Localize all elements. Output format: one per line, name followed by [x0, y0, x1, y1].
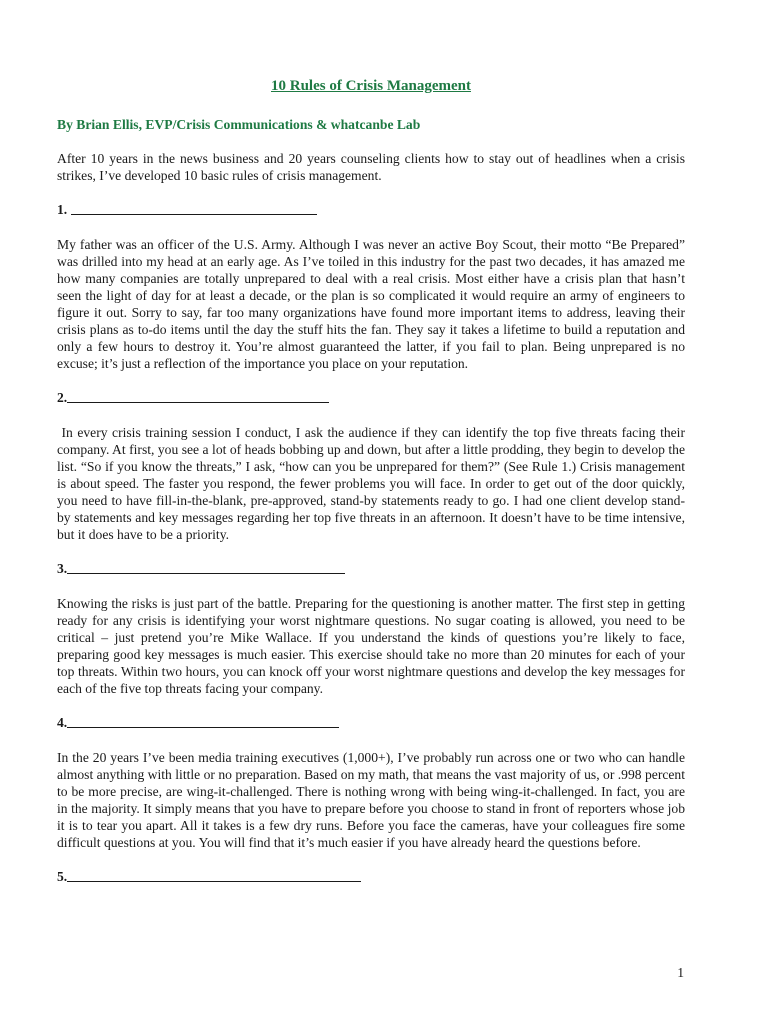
rule-section-5	[57, 868, 685, 886]
rule-number: 3.	[57, 561, 68, 576]
rule-number: 2.	[57, 390, 68, 405]
rule-heading-5	[57, 868, 685, 886]
intro-paragraph: After 10 years in the news business and 20 years counseling clients how to stay out of headlines when a crisis strikes, I’ve developed 10 basic rules of crisis management.	[57, 151, 685, 183]
rule-title-blank-line	[67, 880, 361, 882]
rule-paragraph-2: In every crisis training session I conduct, I ask the audience if they can identify the top five threats facing their company. At first, you see a lot of heads bobbing up and down, but after a little prodding, they begin to develop the list. “So if you know the threats,” I ask, “how can you be unprepared for them?” (See Rule 1.) Crisis management is about speed. The faster you respond, the fewer problems you will face. In order to get out of the door quickly, you need to have fill-in-the-blank, pre-approved, stand-by statements ready to go. I had one client develop stand-by statements and key messages regarding her top five threats in an afternoon. It doesn’t have to be time intensive, but it does have to be a priority.	[57, 425, 689, 542]
rule-number: 1.	[57, 202, 68, 217]
document-title: 10 Rules of Crisis Management	[271, 78, 471, 94]
rule-section-1	[57, 201, 685, 372]
rule-number: 4.	[57, 715, 68, 730]
author-byline: By Brian Ellis, EVP/Crisis Communications & whatcanbe Lab	[57, 117, 421, 132]
rule-title-blank-line	[67, 726, 339, 728]
rule-section-4	[57, 714, 685, 851]
rule-heading-2	[57, 389, 685, 407]
rule-heading-1	[57, 201, 685, 219]
rule-paragraph-4: In the 20 years I’ve been media training executives (1,000+), I’ve probably run across one or two who can handle almost anything with little or no preparation. Based on my math, that means the vast majority of us, or .998 percent to be more precise, are wing-it-challenged. There is nothing wrong with being wing-it-challenged. In fact, you are in the majority. It simply means that you have to prepare before you choose to stand in front of reporters whose job it is to tear you apart. All it takes is a few dry runs. Before you face the cameras, have your colleagues fire some difficult questions at you. You will find that it’s much easier if you have already heard the questions before.	[57, 750, 685, 850]
rule-section-2	[57, 389, 689, 543]
document-page	[57, 76, 689, 903]
rule-section-3	[57, 560, 685, 697]
rule-heading-3	[57, 560, 685, 578]
rule-title-blank-line	[67, 401, 329, 403]
rule-paragraph-3: Knowing the risks is just part of the battle. Preparing for the questioning is another matter. The first step in getting ready for any crisis is identifying your worst nightmare questions. No sugar coating is allowed, you need to be critical – just pretend you’re Mike Wallace. If you understand the kinds of questions you’re likely to face, preparing good key messages is much easier. This exercise should take no more than 20 minutes for each of your top threats. Within two hours, you can knock off your worst nightmare questions and develop the key messages for each of the five top threats facing your company.	[57, 596, 685, 696]
page-number: 1	[677, 965, 684, 980]
rule-heading-4	[57, 714, 685, 732]
rule-number: 5.	[57, 869, 68, 884]
rule-title-blank-line	[67, 572, 345, 574]
rule-title-blank-line	[71, 213, 317, 215]
rule-paragraph-1: My father was an officer of the U.S. Army. Although I was never an active Boy Scout, their motto “Be Prepared” was drilled into my head at an early age. As I’ve toiled in this industry for the past two decades, it has amazed me how many companies are totally unprepared to deal with a real crisis. Most either have a crisis plan that hasn’t seen the light of day for at least a decade, or the plan is so complicated it would require an army of engineers to figure it out. Sorry to say, far too many organizations have found more important items to address, leaving their crisis plans as to-do items until the day the stuff hits the fan. They say it takes a lifetime to build a reputation and only a few hours to destroy it. You’re almost guaranteed the latter, if you fail to plan. Being unprepared is no excuse; it’s just a reflection of the importance you place on your reputation.	[57, 237, 685, 371]
